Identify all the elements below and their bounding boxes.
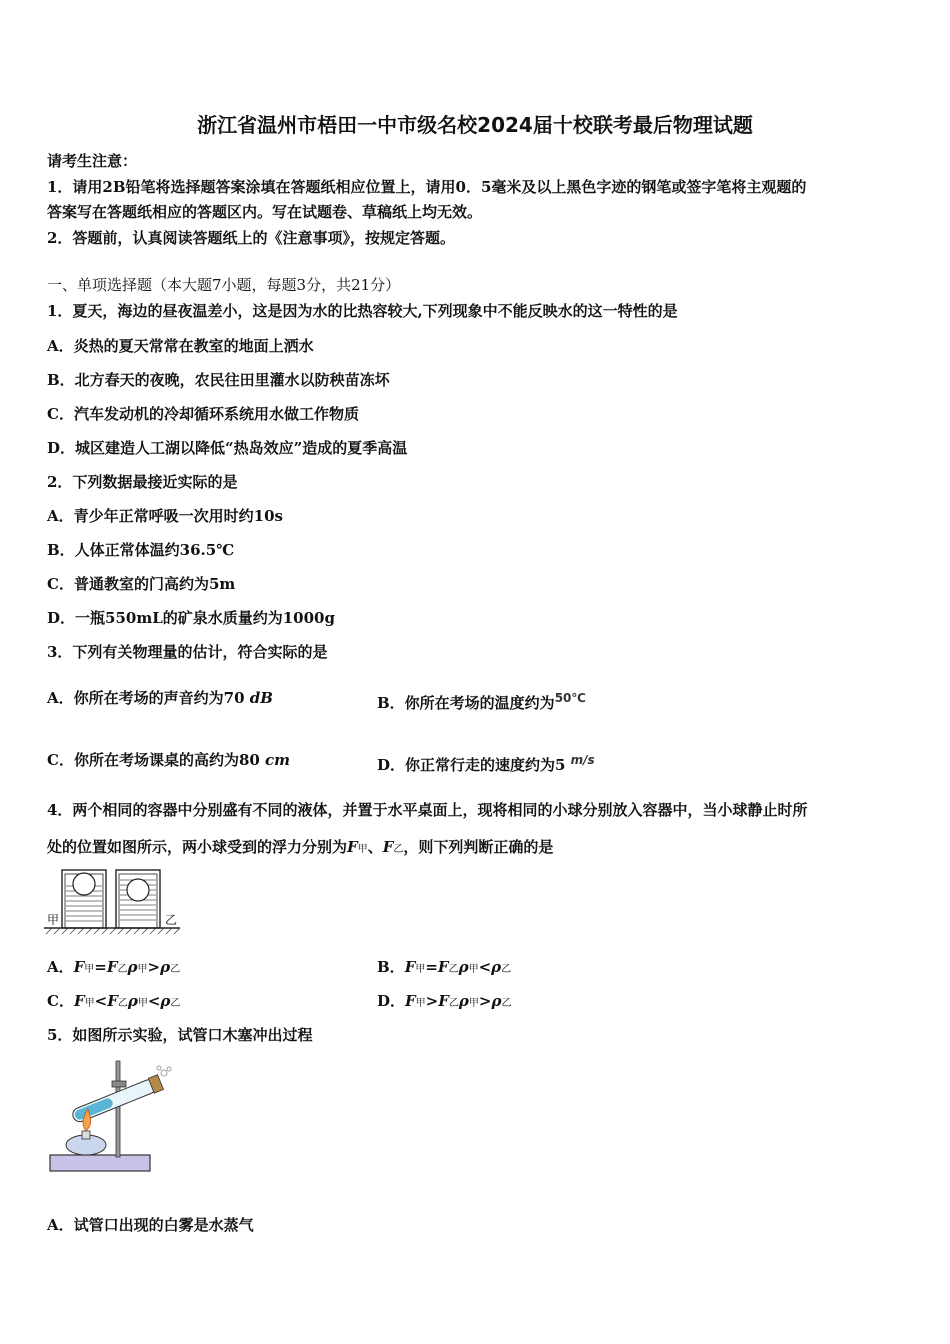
q4-stem-f: F: [347, 838, 358, 856]
q2-option-b: B．人体正常体温约36.5℃: [47, 541, 235, 559]
q4-label-jia: 甲: [47, 913, 60, 927]
q4-option-c-label: C．: [47, 992, 74, 1010]
notice-line-1: 1．请用2B铅笔将选择题答案涂填在答题纸相应位置上，请用0．5毫米及以上黑色字迹的钢笔或签字笔将主观题的: [47, 178, 807, 196]
q1-option-d: D．城区建造人工湖以降低“热岛效应”造成的夏季高温: [47, 439, 408, 457]
q4-c-op1: <: [94, 992, 108, 1010]
ball-yi: [127, 879, 149, 901]
q4-b-op1: =: [425, 958, 438, 976]
notice-line-1-cont: 答案写在答题纸相应的答题区内。写在试题卷、草稿纸上均无效。: [47, 203, 483, 221]
q3-option-b-text: B．你所在考场的温度约为: [377, 694, 555, 712]
q4-c-f2: F: [107, 992, 118, 1010]
q4-option-a-label: A．: [47, 958, 74, 976]
q3-option-a-unit: dB: [249, 689, 273, 707]
q1-option-a: A．炎热的夏天常常在教室的地面上洒水: [47, 337, 314, 355]
q4-stem-line-2: [47, 838, 553, 859]
q3-option-c-text: C．你所在考场课桌的高约为80: [47, 751, 266, 769]
q4-a-f2: F: [106, 958, 118, 976]
q1-option-b: B．北方春天的夜晚，农民往田里灌水以防秧苗冻坏: [47, 371, 390, 389]
q3-option-d-unit: m/s: [570, 753, 595, 767]
steam: [157, 1066, 171, 1076]
q4-b-op2: <: [478, 958, 492, 976]
q3-option-b: [377, 689, 586, 712]
q3-option-a-text: A．你所在考场的声音约为70: [47, 689, 250, 707]
q4-containers-figure: [44, 866, 184, 936]
q4-label-yi: 乙: [165, 913, 178, 927]
q4-c-f1: F: [73, 992, 85, 1010]
q5-stem: 5．如图所示实验，试管口木塞冲出过程: [47, 1026, 313, 1044]
q4-d-sub3: 甲: [468, 998, 479, 1009]
stand-base: [50, 1155, 150, 1171]
q4-a-rho1: ρ: [127, 958, 138, 976]
q2-option-a: A．青少年正常呼吸一次用时约10s: [47, 507, 283, 525]
q4-stem-text-b: ，则下列判断正确的是: [403, 838, 554, 856]
section-heading: 一、单项选择题（本大题7小题，每题3分，共21分）: [47, 276, 401, 294]
q4-d-f2: F: [438, 992, 449, 1010]
q2-option-d: D．一瓶550mL的矿泉水质量约为1000g: [47, 609, 335, 627]
q4-option-d: [377, 992, 511, 1013]
q4-d-rho1: ρ: [458, 992, 469, 1010]
q5-experiment-figure: [46, 1055, 176, 1180]
q4-option-b: [377, 958, 511, 979]
q4-d-op2: >: [478, 992, 492, 1010]
q4-stem-sub-yi: 乙: [393, 844, 404, 855]
stand-pole: [116, 1061, 120, 1157]
q3-option-c: [47, 751, 290, 769]
q4-option-a: [47, 958, 180, 979]
q4-option-d-label: D．: [377, 992, 406, 1010]
q4-c-sub4: 乙: [170, 998, 181, 1009]
q4-b-sub2: 乙: [448, 964, 459, 975]
q4-c-rho1: ρ: [127, 992, 138, 1010]
q4-stem-dun: 、: [367, 838, 383, 856]
q4-d-rho2: ρ: [491, 992, 502, 1010]
q4-d-sub1: 甲: [415, 998, 426, 1009]
q4-b-sub1: 甲: [415, 964, 426, 975]
notice-line-2: 2．答题前，认真阅读答题纸上的《注意事项》，按规定答题。: [47, 229, 455, 247]
q4-b-sub4: 乙: [501, 964, 512, 975]
q4-b-f2: F: [437, 958, 449, 976]
q4-a-op2: >: [147, 958, 161, 976]
q1-option-c: C．汽车发动机的冷却循环系统用水做工作物质: [47, 405, 359, 423]
ball-jia: [73, 873, 95, 895]
q2-option-c: C．普通教室的门高约为5m: [47, 575, 236, 593]
q4-a-op1: =: [94, 958, 107, 976]
q4-c-sub3: 甲: [137, 998, 148, 1009]
q4-d-sub2: 乙: [448, 998, 459, 1009]
q4-stem-line-1: 4．两个相同的容器中分别盛有不同的液体，并置于水平桌面上，现将相同的小球分别放入容器中，当小球静止时所: [47, 801, 808, 819]
q4-c-sub1: 甲: [84, 998, 95, 1009]
q4-a-sub3: 甲: [137, 964, 148, 975]
q4-a-f1: F: [73, 958, 85, 976]
page-title: 浙江省温州市梧田一中市级名校2024届十校联考最后物理试题: [197, 113, 753, 137]
q4-d-f1: F: [405, 992, 416, 1010]
q4-stem-sub-jia: 甲: [357, 844, 368, 855]
q4-stem-text-a: 处的位置如图所示，两小球受到的浮力分别为: [47, 838, 348, 856]
q4-b-rho1: ρ: [458, 958, 469, 976]
q4-stem-f2: F: [382, 838, 394, 856]
q3-option-a: [47, 689, 273, 707]
q4-a-sub1: 甲: [84, 964, 95, 975]
q5-option-a: A．试管口出现的白雾是水蒸气: [47, 1216, 254, 1234]
q4-c-sub2: 乙: [117, 998, 128, 1009]
q3-option-c-unit: cm: [265, 751, 291, 769]
q4-c-op2: <: [147, 992, 161, 1010]
q4-option-b-label: B．: [377, 958, 405, 976]
q3-option-b-unit: 50℃: [554, 691, 586, 705]
q4-b-f1: F: [404, 958, 416, 976]
notice-heading: 请考生注意：: [47, 152, 138, 170]
q4-b-sub3: 甲: [468, 964, 479, 975]
q4-option-c: [47, 992, 180, 1013]
q4-a-rho2: ρ: [160, 958, 171, 976]
q4-d-sub4: 乙: [501, 998, 512, 1009]
q3-option-d-text: D．你正常行走的速度约为5: [377, 756, 571, 774]
q3-option-d: [377, 751, 595, 774]
q2-stem: 2．下列数据最接近实际的是: [47, 473, 238, 491]
q4-a-sub2: 乙: [117, 964, 128, 975]
q4-b-rho2: ρ: [491, 958, 502, 976]
q1-stem: 1．夏天，海边的昼夜温差小，这是因为水的比热容较大,下列现象中不能反映水的这一特性的是: [47, 302, 678, 320]
q4-c-rho2: ρ: [160, 992, 171, 1010]
q3-stem: 3．下列有关物理量的估计，符合实际的是: [47, 643, 328, 661]
q4-d-op1: >: [425, 992, 439, 1010]
q4-a-sub4: 乙: [170, 964, 181, 975]
